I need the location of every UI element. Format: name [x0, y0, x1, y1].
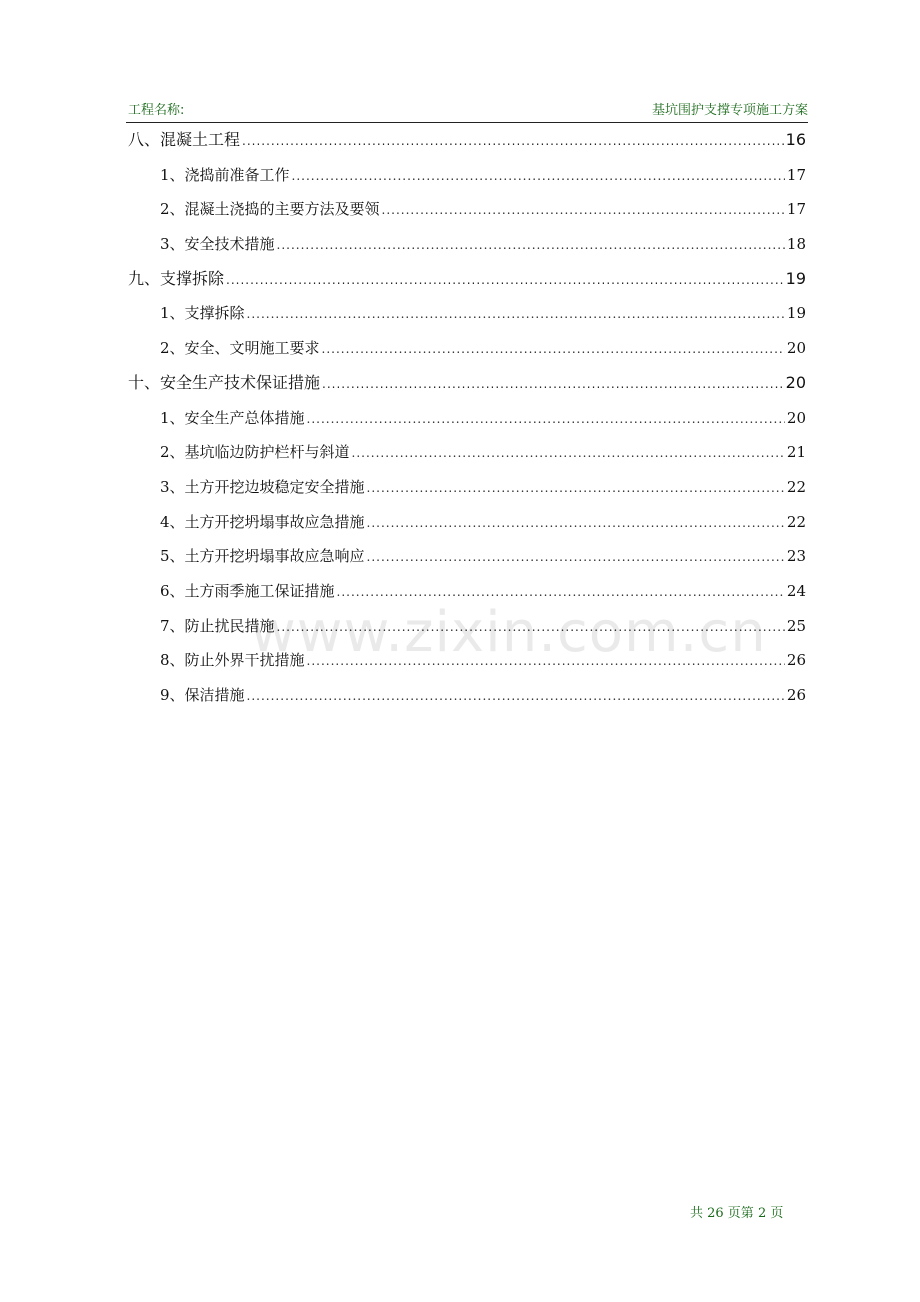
- toc-page-number: 26: [786, 686, 806, 704]
- toc-dot-leader: [307, 402, 785, 436]
- toc-entry-title: 八、混凝土工程: [128, 130, 241, 149]
- toc-page-number: 20: [785, 372, 806, 392]
- toc-dot-leader: [247, 679, 785, 713]
- toc-dot-leader: [367, 540, 785, 574]
- toc-page-number: 22: [786, 512, 806, 531]
- toc-dot-leader: [367, 471, 785, 505]
- toc-dot-leader: [322, 332, 785, 366]
- toc-page-number: 20: [786, 339, 806, 358]
- toc-chapter-entry[interactable]: [126, 262, 806, 297]
- toc-entry-title: 9、保洁措施: [160, 686, 245, 704]
- toc-section-entry[interactable]: [126, 331, 806, 366]
- toc-page-number: 17: [786, 165, 806, 184]
- toc-dot-leader: [292, 159, 785, 193]
- toc-entry-title: 3、土方开挖边坡稳定安全措施: [160, 477, 365, 496]
- toc-section-entry[interactable]: [126, 158, 806, 193]
- toc-section-entry[interactable]: [126, 470, 806, 505]
- toc-entry-title: 2、混凝土浇捣的主要方法及要领: [160, 200, 380, 219]
- toc-page-number: 20: [786, 408, 806, 427]
- toc-section-entry[interactable]: [126, 435, 806, 470]
- toc-dot-leader: [322, 367, 784, 401]
- toc-page-number: 25: [786, 616, 806, 635]
- toc-section-entry[interactable]: [126, 296, 806, 331]
- toc-page-number: 21: [786, 443, 806, 462]
- toc-page-number: 19: [786, 304, 806, 323]
- project-name-label: 工程名称:: [128, 103, 185, 118]
- toc-chapter-entry[interactable]: [126, 366, 806, 401]
- toc-dot-leader: [367, 506, 785, 540]
- toc-page-number: 19: [785, 268, 806, 288]
- toc-entry-title: 1、浇捣前准备工作: [160, 165, 290, 184]
- toc-section-entry[interactable]: [126, 401, 806, 436]
- toc-entry-title: 1、安全生产总体措施: [160, 408, 305, 427]
- page-footer: 共 26 页第 2 页: [690, 1206, 784, 1221]
- toc-page-number: 23: [786, 547, 806, 566]
- toc-section-entry[interactable]: [126, 505, 806, 540]
- toc-page-number: 16: [785, 130, 806, 149]
- toc-section-entry[interactable]: [126, 678, 806, 713]
- toc-entry-title: 4、土方开挖坍塌事故应急措施: [160, 512, 365, 531]
- toc-entry-title: 2、安全、文明施工要求: [160, 339, 320, 358]
- toc-entry-title: 十、安全生产技术保证措施: [128, 372, 321, 392]
- toc-dot-leader: [226, 263, 784, 297]
- document-title: 基坑围护支撑专项施工方案: [651, 103, 808, 118]
- toc-dot-leader: [352, 436, 785, 470]
- toc-entry-title: 8、防止外界干扰措施: [160, 651, 305, 670]
- toc-section-entry[interactable]: [126, 539, 806, 574]
- toc-entry-title: 九、支撑拆除: [128, 268, 225, 288]
- toc-chapter-entry[interactable]: [126, 123, 806, 158]
- toc-page-number: 17: [786, 200, 806, 219]
- toc-entry-title: 3、安全技术措施: [160, 235, 275, 254]
- toc-entry-title: 7、防止扰民措施: [160, 616, 275, 635]
- toc-page-number: 24: [786, 581, 806, 600]
- toc-entry-title: 1、支撑拆除: [160, 304, 245, 323]
- toc-section-entry[interactable]: [126, 227, 806, 262]
- watermark: www.zixin.com.cn: [250, 600, 767, 665]
- toc-dot-leader: [242, 124, 784, 158]
- toc-section-entry[interactable]: [126, 192, 806, 227]
- toc-page-number: 18: [786, 235, 806, 254]
- toc-page-number: 22: [786, 477, 806, 496]
- toc-page-number: 26: [786, 651, 806, 670]
- toc-entry-title: 6、土方雨季施工保证措施: [160, 581, 335, 600]
- toc-dot-leader: [247, 297, 785, 331]
- page-header: [126, 98, 808, 123]
- toc-entry-title: 5、土方开挖坍塌事故应急响应: [160, 547, 365, 566]
- toc-dot-leader: [382, 193, 785, 227]
- toc-entry-title: 2、基坑临边防护栏杆与斜道: [160, 443, 350, 462]
- toc-dot-leader: [277, 228, 785, 262]
